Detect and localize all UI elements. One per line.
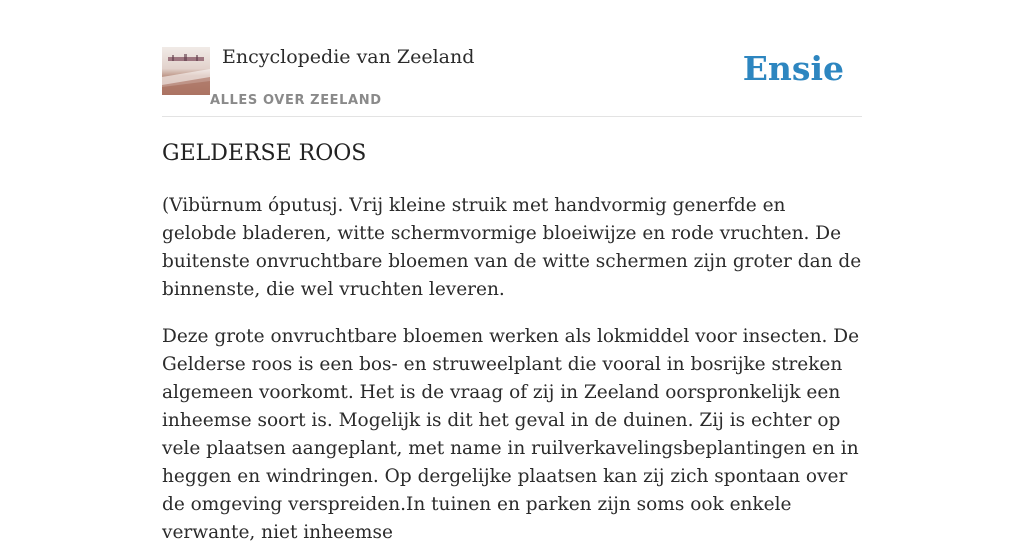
brand-logo[interactable]: Ensie bbox=[742, 49, 844, 88]
site-avatar[interactable] bbox=[162, 47, 210, 95]
article bbox=[162, 138, 862, 547]
site-header bbox=[162, 40, 862, 117]
article-title: GELDERSE ROOS bbox=[162, 141, 367, 166]
article-paragraph: Deze grote onvruchtbare bloemen werken als lokmiddel voor insecten. De Gelderse roos is een bos- en struweelplant die vooral in bosrijke streken algemeen voorkomt. Het is de vraag of zij in Zeeland oorspronkelijk een inheemse soort is. Mogelijk is dit het geval in de duinen. Zij is echter op vele plaatsen aangeplant, met name in ruilverkavelingsbeplantingen en in heggen en windringen. Op dergelijke plaatsen kan zij zich spontaan over de omgeving verspreiden.In tuinen en parken zijn soms ook enkele verwante, niet inheemse bbox=[162, 326, 860, 543]
site-subtitle: ALLES OVER ZEELAND bbox=[210, 93, 382, 108]
avatar-image bbox=[162, 47, 210, 95]
site-title[interactable]: Encyclopedie van Zeeland bbox=[222, 46, 475, 68]
article-paragraph: (Vibürnum óputusj. Vrij kleine struik met handvormig generfde en gelobde bladeren, witte schermvormige bloeiwijze en rode vruchten. De buitenste onvruchtbare bloemen van de witte schermen zijn groter dan de binnenste, die wel vruchten leveren. bbox=[162, 195, 862, 300]
